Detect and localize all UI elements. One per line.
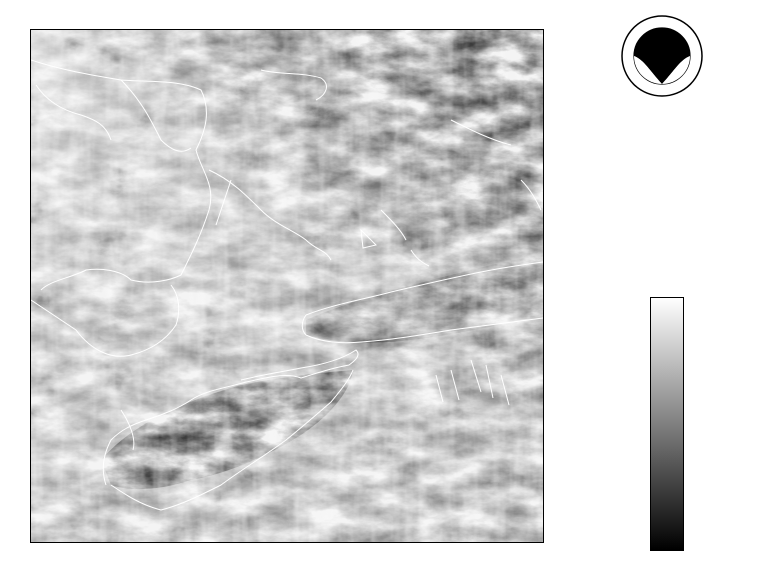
- cloud-streaks: [31, 30, 543, 542]
- satellite-map: [30, 29, 544, 543]
- colorbar-ticks: [683, 297, 743, 551]
- satellite-image: [31, 30, 543, 542]
- noaa-logo: [620, 14, 704, 98]
- colorbar: [650, 297, 684, 551]
